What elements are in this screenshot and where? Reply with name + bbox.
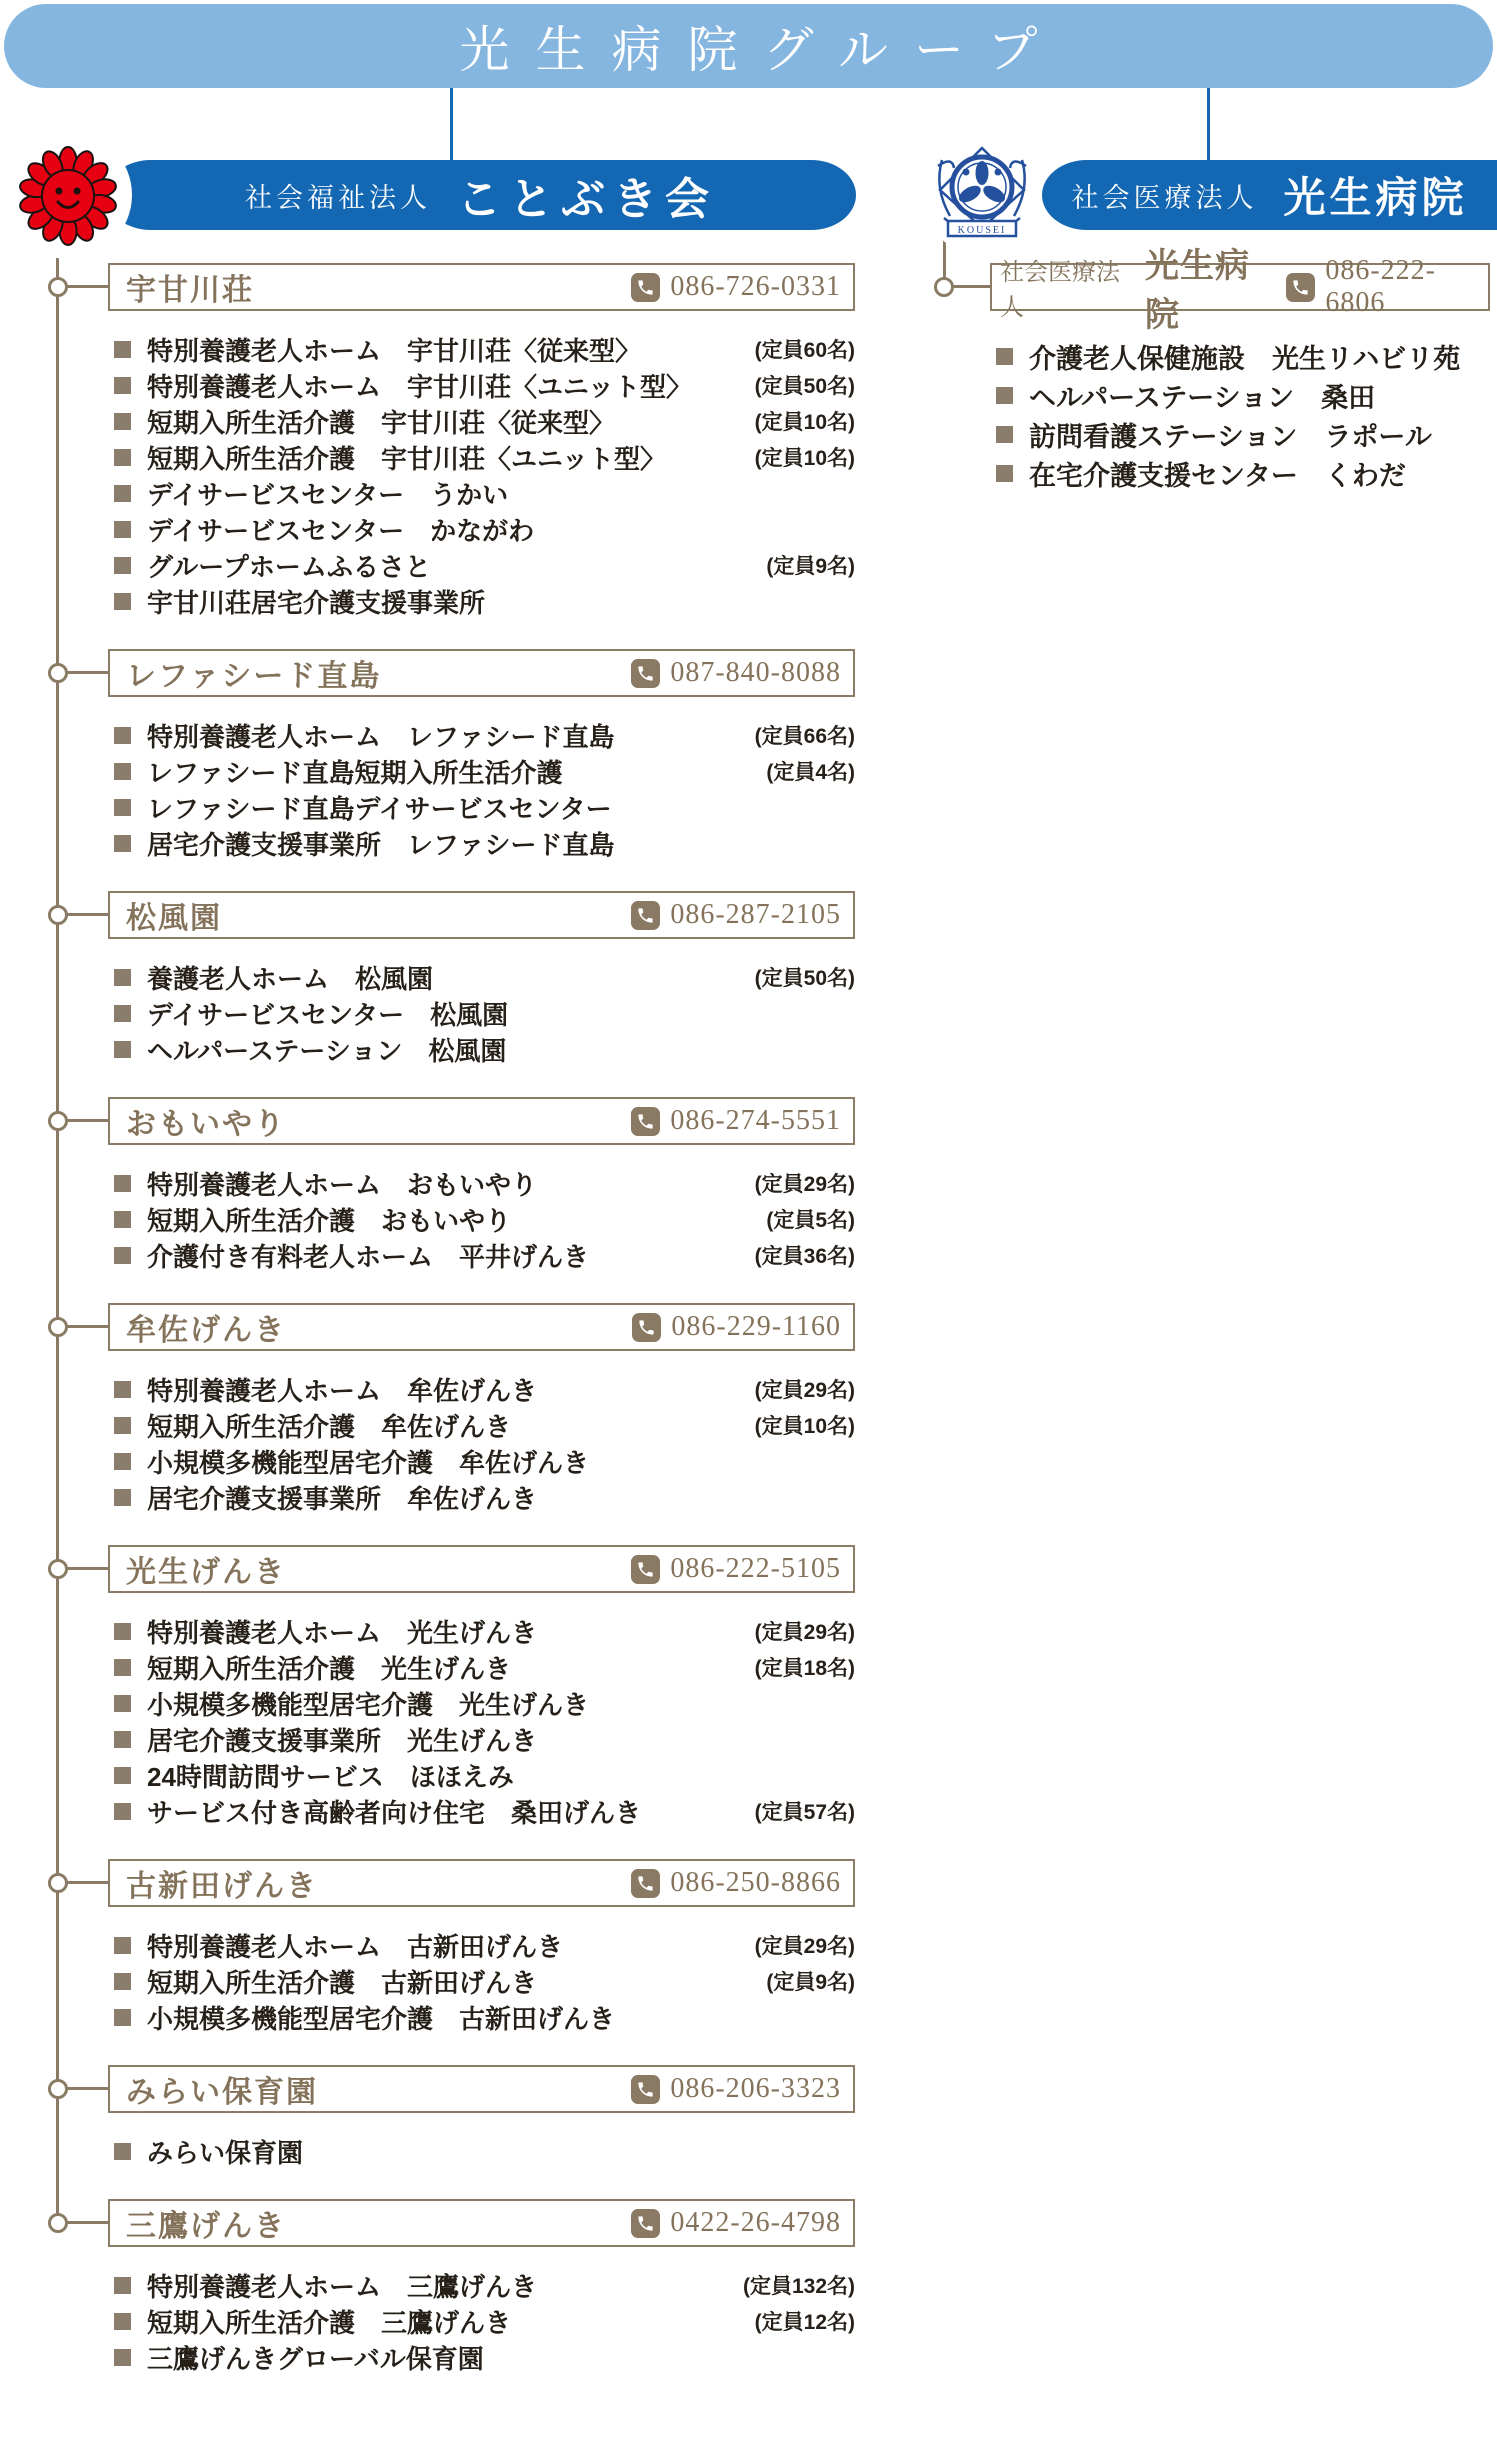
service-name: 養護老人ホーム 松風園	[147, 963, 434, 994]
service-list	[108, 1371, 855, 1515]
facility-box	[108, 1097, 855, 1145]
list-item	[108, 1721, 855, 1757]
capacity-label: (定員4名)	[766, 761, 855, 784]
service-name: 居宅介護支援事業所 光生げんき	[147, 1725, 538, 1756]
bullet-square-icon	[114, 2277, 131, 2294]
capacity-label: (定員9名)	[766, 1971, 855, 1994]
service-name: 介護付き有料老人ホーム 平井げんき	[147, 1241, 590, 1272]
list-item	[108, 1201, 855, 1237]
list-item	[108, 1757, 855, 1793]
service-name: みらい保育園	[147, 2137, 304, 2168]
service-name: 特別養護老人ホーム おもいやり	[147, 1169, 538, 1200]
facilities-column	[108, 263, 855, 2405]
list-item	[108, 1963, 855, 1999]
service-name: 特別養護老人ホーム 宇甘川荘〈従来型〉	[147, 335, 642, 366]
list-item	[108, 1793, 855, 1829]
facility-box	[108, 2199, 855, 2247]
list-item	[108, 2339, 855, 2375]
facility-phone	[631, 657, 841, 689]
phone-number: 086-222-6806	[1325, 255, 1436, 318]
list-item	[108, 1685, 855, 1721]
service-name: 短期入所生活介護 三鷹げんき	[147, 2307, 512, 2338]
service-name: 訪問看護ステーション ラポール	[1029, 422, 1432, 452]
service-list	[108, 2267, 855, 2375]
list-item	[108, 1999, 855, 2035]
bullet-square-icon	[114, 2009, 131, 2026]
facility-title: 牟佐げんき	[126, 1314, 286, 1347]
org-name-label: 光生病院	[1283, 176, 1468, 222]
list-item	[108, 717, 855, 753]
list-item	[108, 2303, 855, 2339]
bullet-square-icon	[996, 426, 1013, 443]
service-name: 短期入所生活介護 光生げんき	[147, 1653, 512, 1684]
list-item	[108, 1649, 855, 1685]
bullet-square-icon	[114, 1211, 131, 1228]
list-item	[108, 753, 855, 789]
phone-number: 086-274-5551	[670, 1105, 841, 1136]
group-banner	[4, 4, 1493, 88]
list-item	[108, 2133, 855, 2169]
bullet-square-icon	[114, 1005, 131, 1022]
service-name: レファシード直島デイサービスセンター	[147, 793, 612, 824]
service-name: 短期入所生活介護 古新田げんき	[147, 1967, 538, 1998]
bullet-square-icon	[114, 763, 131, 780]
capacity-label: (定員132名)	[742, 2275, 855, 2298]
list-item	[108, 403, 855, 439]
list-item	[108, 1237, 855, 1273]
bullet-square-icon	[114, 969, 131, 986]
service-name: 特別養護老人ホーム 古新田げんき	[147, 1931, 564, 1962]
capacity-label: (定員10名)	[754, 1415, 855, 1438]
phone-number: 086-726-0331	[670, 271, 841, 302]
list-item	[108, 511, 855, 547]
org-header-kosei-hospital	[1042, 160, 1497, 230]
bullet-square-icon	[114, 1695, 131, 1712]
service-name: 特別養護老人ホーム 光生げんき	[147, 1617, 538, 1648]
service-name: デイサービスセンター 松風園	[147, 999, 509, 1030]
service-list	[108, 1927, 855, 2035]
crest-banner-text: KOUSEI	[957, 225, 1007, 236]
org-name-label: ことぶき会	[457, 175, 717, 224]
capacity-label: (定員29名)	[754, 1379, 855, 1402]
capacity-label: (定員18名)	[754, 1657, 855, 1680]
left-connector-spine	[56, 220, 59, 2223]
bullet-square-icon	[996, 387, 1013, 404]
bullet-square-icon	[114, 2313, 131, 2330]
bullet-square-icon	[114, 341, 131, 358]
list-item	[108, 995, 855, 1031]
capacity-label: (定員29名)	[754, 1935, 855, 1958]
facility-phone	[631, 1867, 841, 1899]
bullet-square-icon	[114, 377, 131, 394]
service-name: 居宅介護支援事業所 牟佐げんき	[147, 1483, 538, 1514]
service-name: 特別養護老人ホーム 宇甘川荘〈ユニット型〉	[147, 371, 692, 402]
bullet-square-icon	[114, 1659, 131, 1676]
bullet-square-icon	[114, 1175, 131, 1192]
list-item	[990, 415, 1490, 454]
list-item	[108, 331, 855, 367]
list-item	[108, 1443, 855, 1479]
capacity-label: (定員5名)	[766, 1209, 855, 1232]
list-item	[108, 959, 855, 995]
bullet-square-icon	[114, 1623, 131, 1640]
group-title: 光生病院グループ	[459, 22, 1064, 78]
capacity-label: (定員10名)	[754, 447, 855, 470]
hospital-column	[990, 248, 1490, 493]
service-name: 24時間訪問サービス ほほえみ	[147, 1761, 514, 1792]
facility-box	[108, 649, 855, 697]
bullet-square-icon	[114, 727, 131, 744]
service-name: 宇甘川荘居宅介護支援事業所	[147, 587, 486, 618]
bullet-square-icon	[114, 1247, 131, 1264]
capacity-label: (定員60名)	[754, 339, 855, 362]
service-name: 小規模多機能型居宅介護 光生げんき	[147, 1689, 590, 1720]
service-name: ヘルパーステーション 桑田	[1029, 383, 1376, 413]
phone-number: 086-206-3323	[670, 2073, 841, 2104]
service-name: 短期入所生活介護 おもいやり	[147, 1205, 512, 1236]
capacity-label: (定員12名)	[754, 2311, 855, 2334]
bullet-square-icon	[114, 1937, 131, 1954]
facility-box	[108, 1545, 855, 1593]
phone-icon	[631, 1107, 660, 1136]
facility-box	[108, 1859, 855, 1907]
phone-icon	[631, 1555, 660, 1584]
list-item	[108, 825, 855, 861]
capacity-label: (定員57名)	[754, 1801, 855, 1824]
phone-number: 0422-26-4798	[670, 2207, 841, 2238]
service-name: 小規模多機能型居宅介護 古新田げんき	[147, 2003, 616, 2034]
bullet-square-icon	[114, 557, 131, 574]
phone-icon	[1286, 273, 1315, 302]
service-list	[108, 2133, 855, 2169]
facility-section-omoiyari	[108, 1097, 855, 1273]
org-header-kotobukikai	[106, 160, 856, 230]
service-name: 介護老人保健施設 光生リハビリ苑	[1029, 344, 1461, 374]
hospital-type-label: 社会医療法人	[1000, 260, 1120, 321]
capacity-label: (定員29名)	[754, 1173, 855, 1196]
list-item	[108, 583, 855, 619]
bullet-square-icon	[114, 835, 131, 852]
facility-box	[108, 1303, 855, 1351]
list-item	[108, 789, 855, 825]
phone-number: 086-250-8866	[670, 1867, 841, 1898]
service-list	[108, 1613, 855, 1829]
service-name: グループホームふるさと	[147, 551, 431, 582]
bullet-square-icon	[114, 593, 131, 610]
service-name: 三鷹げんきグローバル保育園	[147, 2343, 484, 2374]
facility-phone	[631, 2207, 841, 2239]
kousei-crest-logo	[928, 144, 1036, 244]
service-list	[990, 337, 1490, 493]
org-type-label: 社会医療法人	[1071, 182, 1258, 213]
service-name: 特別養護老人ホーム 三鷹げんき	[147, 2271, 538, 2302]
facility-phone	[631, 1105, 841, 1137]
list-item	[108, 2267, 855, 2303]
facility-box	[108, 263, 855, 311]
phone-icon	[631, 659, 660, 688]
service-name: 在宅介護支援センター くわだ	[1029, 461, 1406, 491]
facility-section-mitaka-genki	[108, 2199, 855, 2375]
service-name: 短期入所生活介護 牟佐げんき	[147, 1411, 512, 1442]
capacity-label: (定員9名)	[766, 555, 855, 578]
service-list	[108, 331, 855, 619]
capacity-label: (定員66名)	[754, 725, 855, 748]
service-list	[108, 1165, 855, 1273]
phone-number: 086-222-5105	[670, 1553, 841, 1584]
facility-title: 松風園	[126, 902, 222, 935]
capacity-label: (定員50名)	[754, 375, 855, 398]
bullet-square-icon	[114, 449, 131, 466]
service-name: ヘルパーステーション 松風園	[147, 1035, 507, 1066]
phone-icon	[631, 901, 660, 930]
facility-phone	[632, 1311, 841, 1343]
list-item	[990, 376, 1490, 415]
facility-section-mirai-hoikuen	[108, 2065, 855, 2169]
facility-section-ukaigawaso	[108, 263, 855, 619]
service-name: 特別養護老人ホーム 牟佐げんき	[147, 1375, 538, 1406]
bullet-square-icon	[114, 1973, 131, 1990]
phone-number: 086-229-1160	[671, 1311, 841, 1342]
facility-title: レファシード直島	[126, 660, 382, 693]
phone-icon	[631, 1869, 660, 1898]
service-list	[108, 717, 855, 861]
list-item	[108, 1479, 855, 1515]
facility-section-koshinden-genki	[108, 1859, 855, 2035]
facility-title: 古新田げんき	[126, 1870, 318, 1903]
list-item	[108, 547, 855, 583]
bullet-square-icon	[114, 1453, 131, 1470]
facility-box	[108, 2065, 855, 2113]
kotobuki-flower-logo	[18, 146, 118, 246]
facility-title: おもいやり	[126, 1108, 286, 1141]
list-item	[108, 1927, 855, 1963]
phone-number: 086-287-2105	[670, 899, 841, 930]
list-item	[990, 454, 1490, 493]
bullet-square-icon	[114, 1731, 131, 1748]
facility-section-kosei-genki	[108, 1545, 855, 1829]
bullet-square-icon	[114, 1767, 131, 1784]
banner-connector-right	[1207, 88, 1210, 162]
bullet-square-icon	[996, 465, 1013, 482]
capacity-label: (定員29名)	[754, 1621, 855, 1644]
banner-connector-left	[450, 88, 453, 162]
facility-section-shofuen	[108, 891, 855, 1067]
bullet-square-icon	[114, 521, 131, 538]
facility-section-refacied-naoshima	[108, 649, 855, 861]
bullet-square-icon	[114, 1041, 131, 1058]
bullet-square-icon	[114, 413, 131, 430]
facility-title: みらい保育園	[126, 2076, 318, 2109]
org-type-label: 社会福祉法人	[245, 182, 431, 213]
list-item	[108, 1165, 855, 1201]
phone-icon	[631, 2209, 660, 2238]
service-name: レファシード直島短期入所生活介護	[147, 757, 563, 788]
hospital-box	[990, 248, 1490, 334]
service-list	[108, 959, 855, 1067]
hospital-phone	[1286, 255, 1480, 319]
bullet-square-icon	[114, 1803, 131, 1820]
list-item	[108, 1407, 855, 1443]
bullet-square-icon	[996, 348, 1013, 365]
facility-title: 光生げんき	[126, 1556, 286, 1589]
list-item	[108, 475, 855, 511]
service-name: 居宅介護支援事業所 レファシード直島	[147, 829, 615, 860]
facility-box	[108, 891, 855, 939]
service-name: 短期入所生活介護 宇甘川荘〈ユニット型〉	[147, 443, 666, 474]
facility-phone	[631, 899, 841, 931]
phone-number: 087-840-8088	[670, 657, 841, 688]
list-item	[108, 1031, 855, 1067]
capacity-label: (定員50名)	[754, 967, 855, 990]
service-name: 小規模多機能型居宅介護 牟佐げんき	[147, 1447, 590, 1478]
service-name: サービス付き高齢者向け住宅 桑田げんき	[147, 1797, 642, 1828]
service-name: 短期入所生活介護 宇甘川荘〈従来型〉	[147, 407, 616, 438]
bullet-square-icon	[114, 1381, 131, 1398]
list-item	[990, 337, 1490, 376]
phone-icon	[632, 1313, 661, 1342]
list-item	[108, 367, 855, 403]
facility-phone	[631, 271, 841, 303]
connector-node	[934, 277, 954, 297]
hospital-name-label: 光生病院	[1145, 248, 1251, 334]
list-item	[108, 439, 855, 475]
capacity-label: (定員10名)	[754, 411, 855, 434]
facility-phone	[631, 2073, 841, 2105]
bullet-square-icon	[114, 2143, 131, 2160]
bullet-square-icon	[114, 2349, 131, 2366]
capacity-label: (定員36名)	[754, 1245, 855, 1268]
phone-icon	[631, 273, 660, 302]
facility-section-musa-genki	[108, 1303, 855, 1515]
facility-title: 三鷹げんき	[126, 2210, 286, 2243]
list-item	[108, 1613, 855, 1649]
bullet-square-icon	[114, 485, 131, 502]
facility-title: 宇甘川荘	[126, 274, 254, 307]
phone-icon	[631, 2075, 660, 2104]
bullet-square-icon	[114, 1489, 131, 1506]
bullet-square-icon	[114, 799, 131, 816]
facility-phone	[631, 1553, 841, 1585]
service-name: デイサービスセンター うかい	[147, 479, 509, 510]
service-name: デイサービスセンター かながわ	[147, 515, 535, 546]
bullet-square-icon	[114, 1417, 131, 1434]
list-item	[108, 1371, 855, 1407]
service-name: 特別養護老人ホーム レファシード直島	[147, 721, 615, 752]
